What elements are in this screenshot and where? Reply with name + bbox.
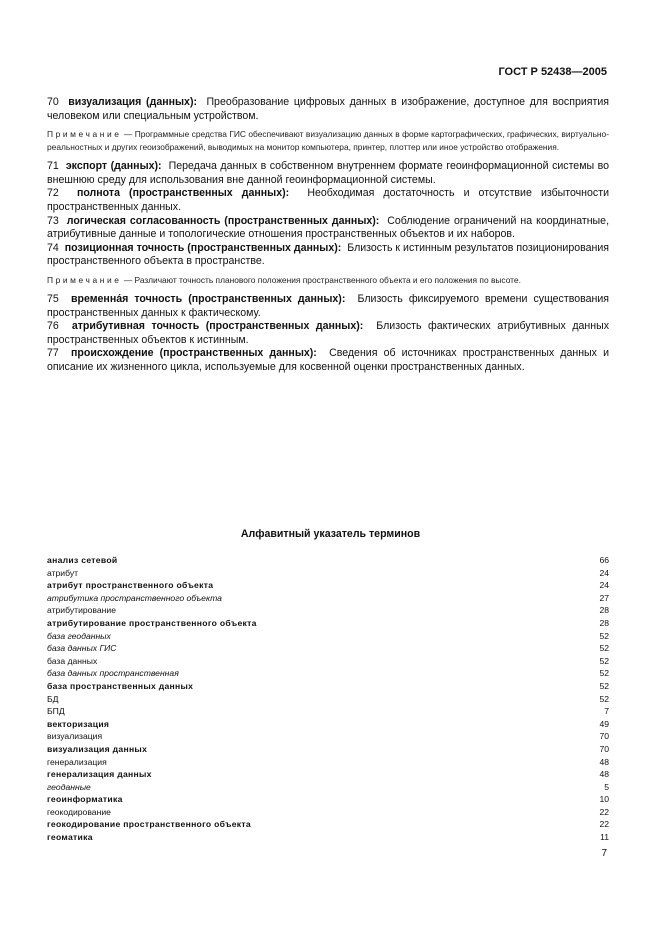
index-page: 66 [599, 555, 609, 565]
index-page: 24 [599, 580, 609, 591]
index-term: анализ сетевой [47, 555, 118, 565]
index-term: геоданные [47, 781, 91, 792]
index-term: визуализация данных [47, 743, 148, 754]
term-definition: 75 временна́я точность (пространственных данных): Близость фиксируемого времени существования пространственных данных к фактическому. [47, 292, 610, 319]
note-label: Примечание [47, 274, 122, 285]
index-page: 28 [599, 605, 609, 616]
term-number: 74 [47, 241, 59, 254]
index-row [47, 592, 609, 605]
term-name: происхождение (пространственных данных) [71, 347, 314, 360]
term-name: логическая согласованность (пространственных данных) [66, 214, 376, 227]
index-row [47, 693, 609, 706]
index-row [47, 642, 609, 655]
term-definition: 76 атрибутивная точность (пространственных данных): Близость фактических атрибутивных данных пространственных объектов к истинным. [47, 320, 610, 346]
terms-section [47, 96, 609, 375]
index-row [47, 806, 609, 819]
index-page: 48 [599, 756, 609, 767]
term-definition-text: Сведения об источниках пространственных данных и описание их жизненного цикла, используемые для косвенной оценки пространственных данных. [47, 347, 610, 373]
term-name: временна́я точность (пространственных данных) [70, 292, 342, 305]
index-row [47, 781, 609, 794]
term-number: 77 [47, 347, 59, 360]
index-page: 11 [600, 832, 609, 843]
index-row [47, 579, 609, 592]
document-header: ГОСТ Р 52438—2005 [498, 66, 607, 78]
index-page: 52 [599, 680, 609, 691]
index-term: база пространственных данных [47, 680, 194, 691]
index-term: геокодирование [47, 806, 111, 817]
index-page: 48 [599, 769, 609, 780]
index-row [47, 818, 609, 831]
index-row [47, 705, 609, 718]
note-label: Примечание [47, 129, 122, 140]
term-number: 72 [47, 187, 59, 200]
index-row [47, 554, 609, 567]
index-row [47, 730, 609, 743]
index-page: 22 [599, 819, 609, 830]
index-term: база данных [47, 655, 98, 666]
index-row [47, 756, 609, 769]
index-page: 52 [599, 668, 609, 679]
term-definition: 74 позиционная точность (пространственных данных): Близость к истинным результатов позиционирования пространственного объекта в пространстве. [47, 241, 610, 268]
term-definition: 73 логическая согласованность (пространственных данных): Соблюдение ограничений на координатные, атрибутивные данные и топологические отношения пространственных объектов и их наборов. [47, 214, 610, 241]
index-page: 27 [599, 592, 609, 603]
index-page: 70 [599, 731, 609, 742]
index-term: векторизация [47, 718, 110, 729]
index-row [47, 655, 609, 668]
index-term: генерализация [47, 756, 107, 767]
index-term: БПД [47, 706, 65, 717]
index-page: 10 [599, 794, 609, 805]
term-definition: 71 экспорт (данных): Передача данных в собственном внутреннем формате геоинформационной системы во внешнюю среду для использования вне данной геоинформационной системы. [47, 160, 610, 186]
index-row [47, 604, 609, 617]
index-term: визуализация [47, 731, 103, 742]
index-term: атрибутирование пространственного объекта [47, 617, 257, 628]
term-name: экспорт (данных) [65, 160, 159, 173]
term-name: позиционная точность (пространственных данных) [64, 241, 338, 254]
term-name: визуализация (данных) [68, 96, 194, 108]
index-page: 52 [599, 630, 609, 641]
index-term: база данных ГИС [47, 643, 117, 654]
note [47, 128, 609, 154]
index-row [47, 630, 609, 643]
index-term: геокодирование пространственного объекта [47, 819, 251, 830]
term-name: полнота (пространственных данных) [76, 187, 286, 200]
index-term: генерализация данных [47, 769, 152, 780]
term-definition-text: Передача данных в собственном внутреннем формате геоинформационной системы во внешнюю среду для использования вне данной геоинформационной системы. [47, 160, 610, 186]
index-page: 70 [599, 743, 609, 754]
term-number: 75 [47, 292, 59, 305]
index-term: атрибутирование [47, 605, 117, 616]
index-row [47, 831, 609, 844]
term-number: 70 [47, 96, 59, 108]
term-definition: 70 визуализация (данных): Преобразование цифровых данных в изображение, доступное для восприятия человеком или специальным устройством. [47, 96, 610, 122]
index-term: база геоданных [47, 630, 111, 641]
index-row [47, 718, 609, 731]
index-title: Алфавитный указатель терминов [240, 528, 421, 540]
index-page: 52 [599, 655, 609, 666]
index-term: геоинформатика [47, 794, 123, 805]
note-text: — Различают точность планового положения пространственного объекта и его положения по высоте. [123, 274, 521, 285]
page-number: 7 [601, 848, 607, 859]
index-page: 52 [599, 643, 609, 654]
term-number: 73 [47, 214, 59, 227]
index-term: геоматика [47, 832, 93, 843]
term-definition-text: Необходимая достаточность и отсутствие избыточности пространственных данных. [47, 187, 609, 213]
term-definition: 72 полнота (пространственных данных): Необходимая достаточность и отсутствие избыточности пространственных данных. [47, 187, 609, 213]
index-row [47, 667, 609, 680]
index-row [47, 567, 609, 580]
note [47, 274, 609, 287]
term-number: 71 [47, 160, 59, 173]
term-definition-text: Близость фактических атрибутивных данных пространственных объектов к истинным. [47, 320, 610, 346]
index-term: база данных пространственная [47, 668, 179, 679]
term-definition-text: Близость к истинным результатов позиционирования пространственного объекта в пространстве. [47, 241, 610, 268]
index-page: 22 [599, 806, 609, 817]
index-page: 5 [604, 781, 609, 792]
term-definition: 77 происхождение (пространственных данных): Сведения об источниках пространственных данных и описание их жизненного цикла, используемые для косвенной оценки пространственных данных. [47, 347, 610, 373]
index-term: атрибутика пространственного объекта [47, 592, 222, 603]
term-index [47, 554, 609, 844]
term-number: 76 [47, 320, 59, 333]
index-page: 52 [599, 693, 609, 704]
index-term: БД [47, 693, 59, 704]
index-row [47, 743, 609, 756]
index-row [47, 680, 609, 693]
index-row [47, 793, 609, 806]
index-page: 49 [599, 718, 609, 729]
index-page: 7 [604, 706, 609, 717]
term-name: атрибутивная точность (пространственных данных) [71, 320, 360, 333]
index-row [47, 617, 609, 630]
index-page: 24 [599, 567, 609, 578]
note-text: — Программные средства ГИС обеспечивают визуализацию данных в форме картографических, графических, виртуально-реальностных и других геоизображений, выводимых на монитор компьютера, принтер, плоттер или иное устройство отображения. [47, 129, 610, 153]
index-term: атрибут пространственного объекта [47, 580, 214, 591]
index-term: атрибут [47, 567, 79, 578]
term-definition-text: Соблюдение ограничений на координатные, атрибутивные данные и топологические отношения пространственных объектов и их наборов. [47, 214, 610, 241]
term-definition-text: Близость фиксируемого времени существования пространственных данных к фактическому. [47, 292, 610, 319]
index-page: 28 [599, 617, 609, 628]
term-definition-text: Преобразование цифровых данных в изображение, доступное для восприятия человеком или специальным устройством. [47, 96, 610, 122]
index-row [47, 768, 609, 781]
